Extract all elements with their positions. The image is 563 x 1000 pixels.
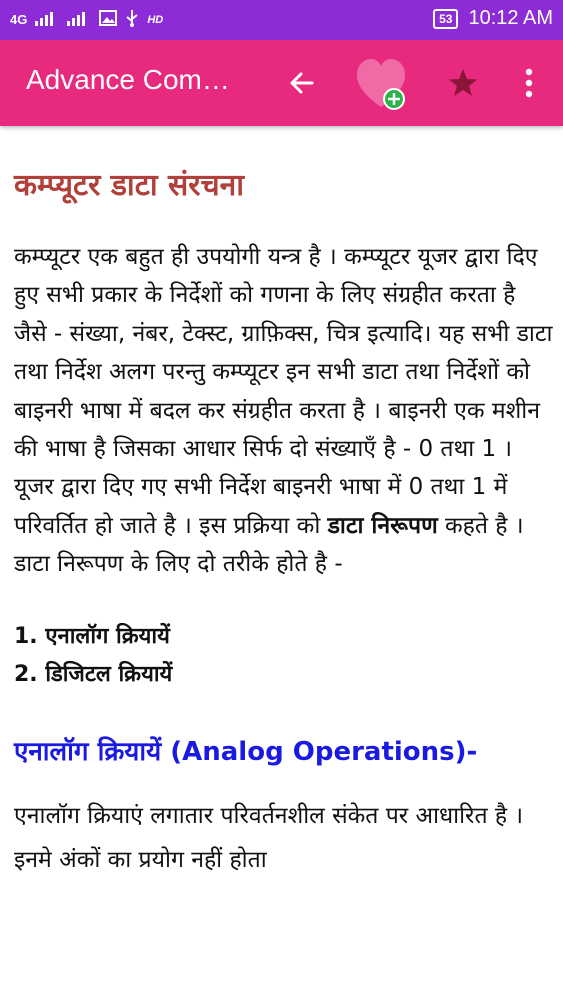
heart-add-icon: [354, 51, 410, 115]
article-paragraph-1: [14, 238, 554, 584]
article-content: [14, 150, 554, 882]
bookmark-star-button[interactable]: [443, 40, 483, 126]
list-item: 1. एनालॉग क्रियायें: [14, 623, 170, 649]
clock: 10:12 AM: [468, 7, 553, 29]
article-heading: कम्प्यूटर डाटा संरचना: [14, 168, 245, 203]
add-favorite-button[interactable]: [354, 40, 410, 126]
arrow-left-icon: [288, 69, 316, 97]
paragraph-text-2: कहते है । डाटा निरूपण के लिए दो तरीके होते है -: [14, 512, 524, 578]
overflow-menu-button[interactable]: [514, 40, 544, 126]
status-right: [433, 7, 553, 30]
more-vert-icon: [525, 68, 533, 98]
network-type-label: 4G: [10, 12, 28, 27]
article-paragraph-2: एनालॉग क्रियाएं लगातार परिवर्तनशील संकेत पर आधारित है । इनमे अंकों का प्रयोग नहीं होता: [14, 802, 524, 873]
usb-icon: [125, 9, 139, 30]
list-item: 2. डिजिटल क्रियायें: [14, 661, 173, 687]
signal-1-icon: [35, 10, 59, 29]
status-bar: [0, 0, 563, 40]
star-icon: [447, 67, 479, 99]
image-icon: [99, 10, 117, 29]
battery-icon: 53: [433, 9, 458, 29]
app-bar: [0, 40, 563, 126]
app-title: Advance Com…: [26, 64, 230, 95]
section-subheading: एनालॉग क्रियायें (Analog Operations)-: [14, 736, 478, 767]
paragraph-text-1: कम्प्यूटर एक बहुत ही उपयोगी यन्त्र है । कम्प्यूटर यूजर द्वारा दिए हुए सभी प्रकार के निर्देशों को गणना के लिए संग्रहीत करता है जैसे - संख्या, नंबर, टेक्स्ट, ग्राफ़िक्स, चित्र इत्यादि। यह सभी डाटा तथा निर्देश अलग परन्तु कम्प्यूटर इन सभी डाटा तथा निर्देशों को बाइनरी भाषा में बदल कर संग्रहीत करता है । बाइनरी एक मशीन की भाषा है जिसका आधार सिर्फ दो संख्याएँ है - 0 तथा 1 । यूजर द्वारा दिए गए सभी निर्देश बाइनरी भाषा में 0 तथा 1 में परिवर्तित हो जाते है । इस प्रक्रिया को: [14, 244, 553, 539]
signal-2-icon: [67, 10, 91, 29]
back-button[interactable]: [282, 40, 322, 126]
operations-list: [14, 618, 554, 694]
hd-label: HD: [147, 13, 164, 26]
paragraph-bold-term: डाटा निरूपण: [327, 512, 438, 539]
status-left-icons: [10, 9, 163, 30]
